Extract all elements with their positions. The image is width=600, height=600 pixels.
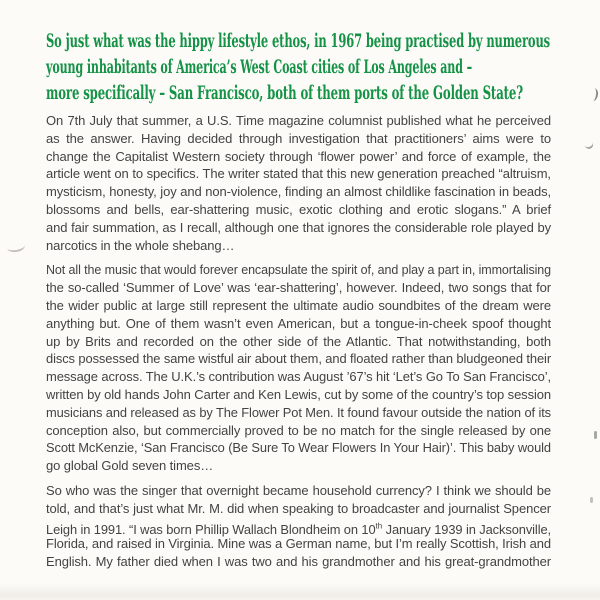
text-line: blossoms and bells, ear-shattering music, exotic clothing and erotic slogans.” A brief	[46, 201, 552, 217]
text-line: article went on to specifics. The writer stated that this new generation preached “altruism,	[46, 166, 551, 182]
headline	[46, 28, 551, 106]
scan-shadow-band	[0, 584, 600, 600]
superscript-ordinal: th	[375, 521, 383, 531]
text-line: written by old hands John Carter and Ken Lewis, cut by some of the country’s top session	[46, 386, 552, 402]
text-line: So who was the singer that overnight became household currency? I think we should be	[46, 482, 552, 498]
scan-artifact-tick	[590, 497, 593, 503]
text-line: Not all the music that would forever encapsulate the spirit of, and play a part in, immortalising	[46, 262, 552, 278]
text-line: the so-called ‘Summer of Love’ was ‘ear-shattering’, however. Indeed, two songs that for	[46, 280, 551, 296]
text-line: Scott McKenzie, ‘San Francisco (Be Sure To Wear Flowers In Your Hair)’. This baby would	[46, 440, 551, 456]
text-line: Leigh in 1991. “I was born Phillip Wallach Blondheim on 10th January 1939 in Jacksonville,	[46, 521, 552, 537]
text-line: the wider public at large still represent the ultimate audio soundbites of the dream were	[46, 297, 551, 313]
text-line: change the Capitalist Western society through ‘flower power’ and force of example, the	[46, 148, 552, 164]
text-line: English. My father died when I was two and his grandmother and his great-grandmother	[46, 554, 551, 570]
text-line: Florida, and raised in Virginia. Mine was a German name, but I’m really Scottish, Irish and	[46, 536, 551, 552]
scan-artifact-ink-curl	[582, 137, 594, 151]
text-line: musicians and released as by The Flower Pot Men. It found favour outside the nation of its	[46, 404, 552, 420]
headline-line: more specifically – San Francisco, both of them ports of the Golden State?	[46, 82, 523, 104]
text-line: up by Brits and recorded on the other side of the Atlantic. That notwithstanding, both	[46, 333, 552, 349]
paragraph-1	[46, 112, 551, 254]
text-line: narcotics in the whole shebang…	[46, 237, 235, 253]
text-line: as the answer. Having decided through investigation that practitioners’ aims were to	[46, 130, 551, 146]
text-line: go global Gold seven times…	[46, 458, 214, 474]
text-line: conception also, but commercially proved to be no match for the single released by one	[46, 422, 551, 438]
paragraph-3	[46, 482, 551, 571]
text-line: mysticism, honesty, joy and non-violence, finding an almost childlike fascination in beads,	[46, 184, 552, 200]
scan-artifact-pencil-squiggle	[6, 240, 26, 254]
scan-artifact-tick	[594, 431, 597, 439]
text-line: told, and that’s just what Mr. M. did when speaking to broadcaster and journalist Spencer	[46, 500, 551, 516]
scan-artifact-ink-curl	[588, 87, 599, 101]
text-line: and fair summation, as I recall, although one that ignores the considerable role played by	[46, 219, 551, 235]
text-line: On 7th July that summer, a U.S. Time magazine columnist published what he perceived	[46, 113, 552, 128]
body-text	[46, 112, 551, 578]
paragraph-2	[46, 261, 551, 475]
headline-line: young inhabitants of America’s West Coast cities of Los Angeles and –	[46, 56, 473, 78]
text-line: anything but. One of them wasn’t even American, but a tongue-in-cheek spoof thought	[46, 315, 551, 331]
headline-line: So just what was the hippy lifestyle ethos, in 1967 being practised by numerous	[46, 30, 551, 52]
text-line: discs possessed the same wistful air about them, and floated rather than bludgeoned their	[46, 351, 552, 367]
text-line: message across. The U.K.’s contribution was August ’67’s hit ‘Let’s Go To San Francisco’,	[46, 369, 551, 385]
